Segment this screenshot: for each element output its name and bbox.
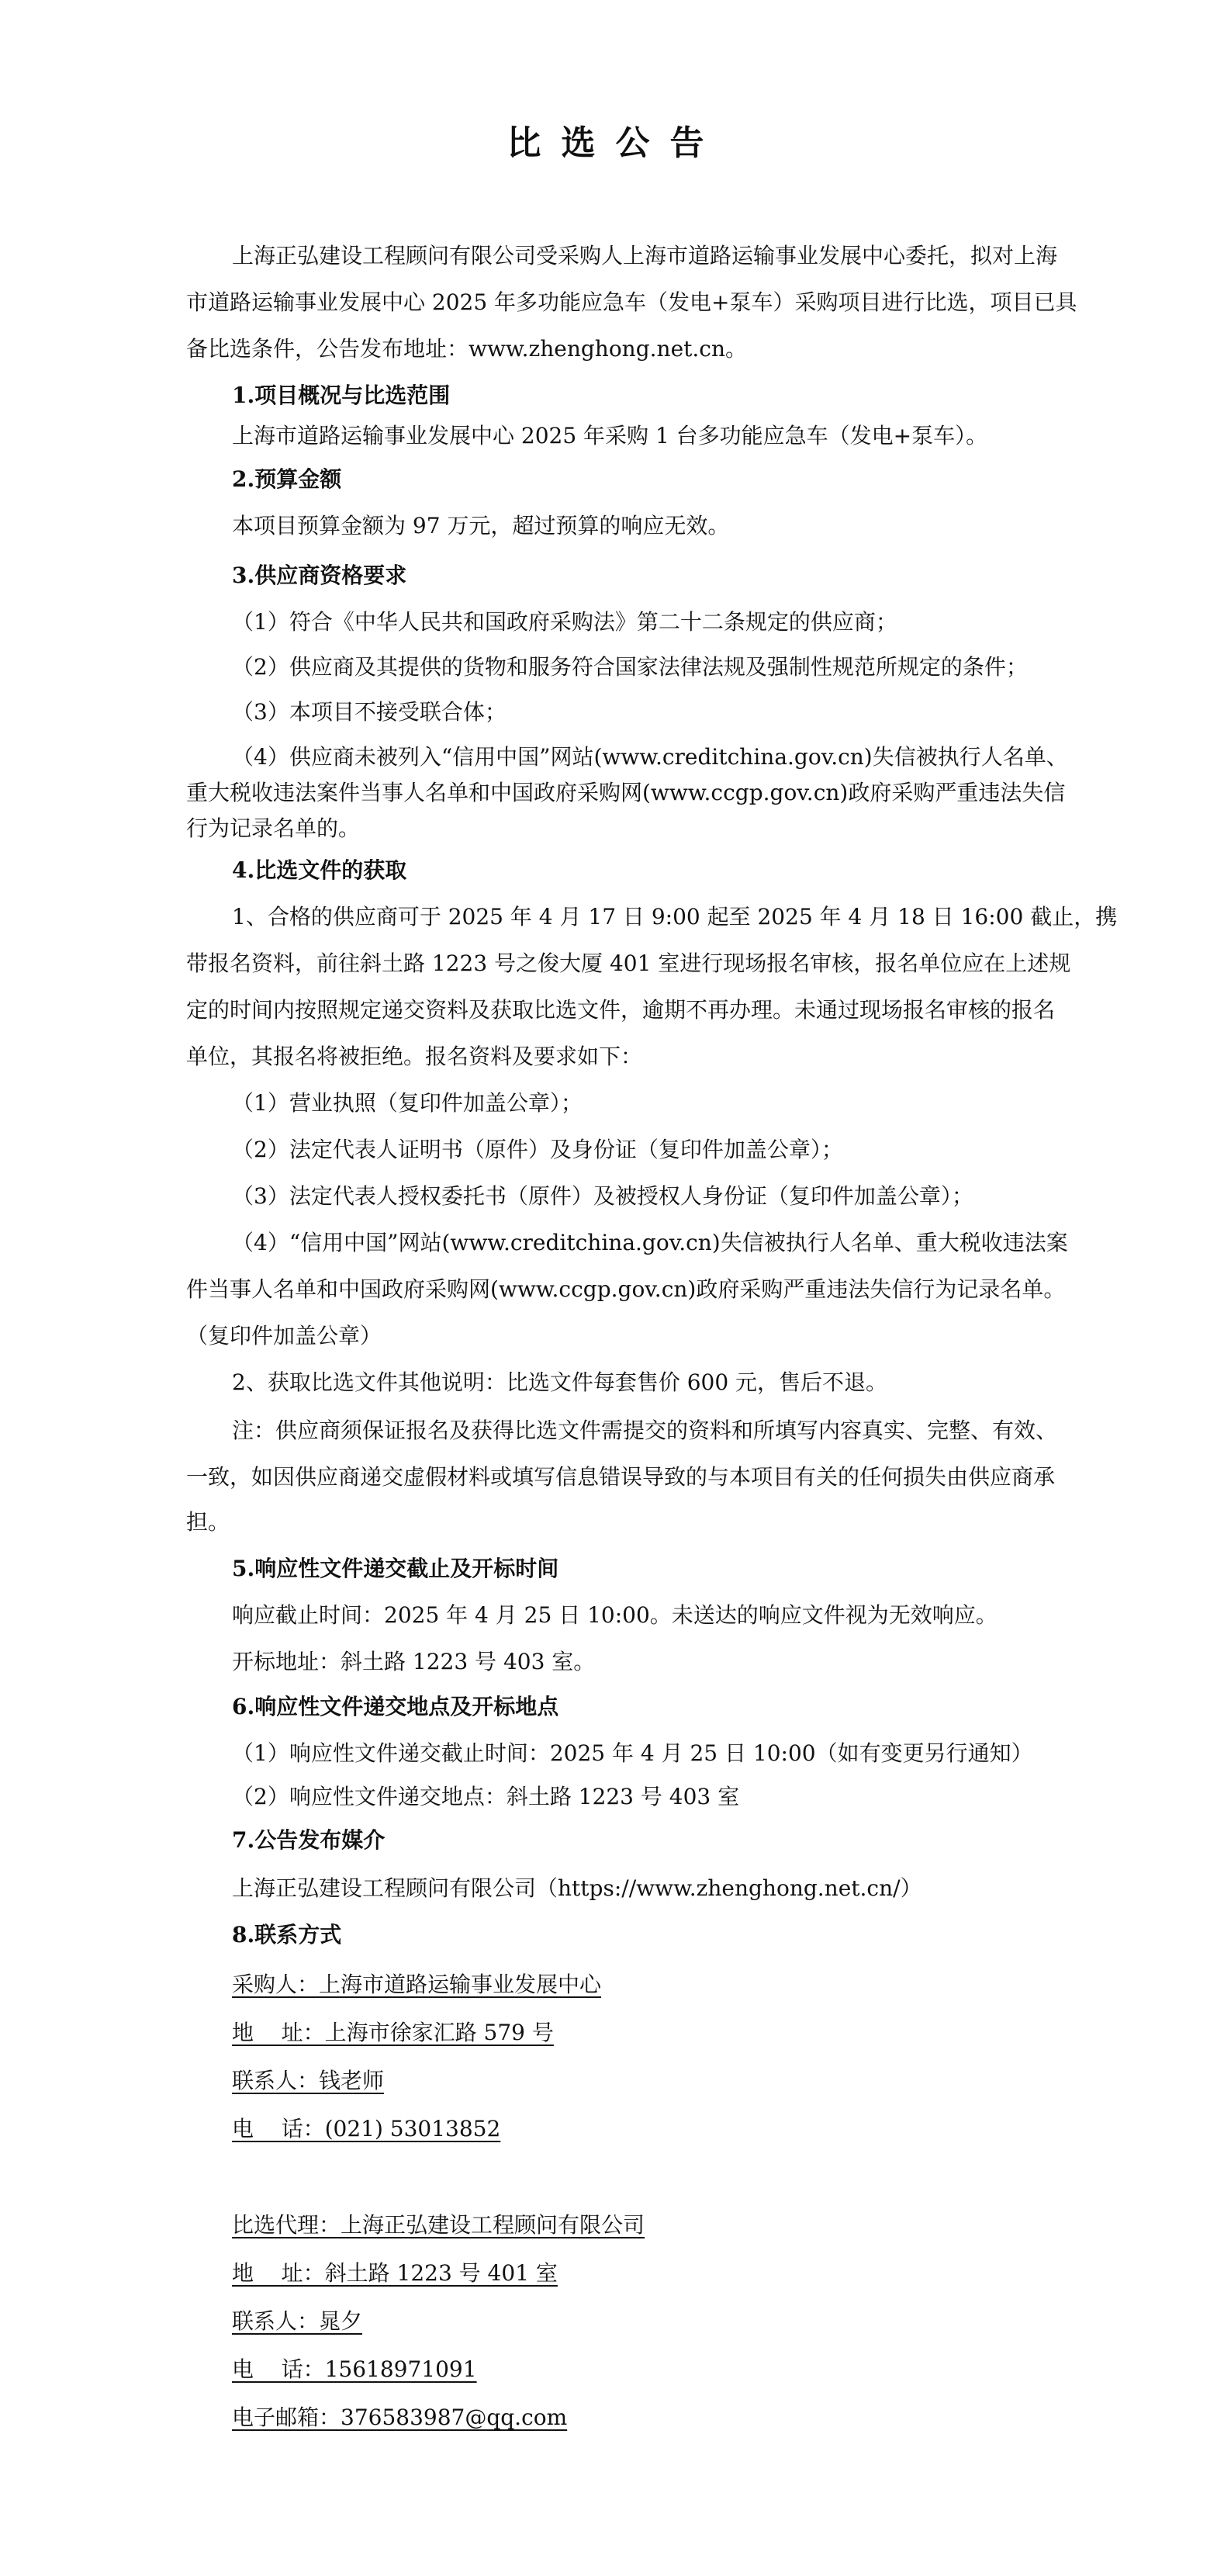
section-5-line: 开标地址：斜土路 1223 号 403 室。 xyxy=(232,1649,596,1674)
section-4-note-line: 一致，如因供应商递交虚假材料或填写信息错误导致的与本项目有关的任何损失由供应商承 xyxy=(186,1464,1056,1490)
section-6-line: （1）响应性文件递交截止时间：2025 年 4 月 25 日 10:00（如有变更另行通知） xyxy=(232,1740,1033,1766)
buyer-address: 地 址：上海市徐家汇路 579 号 xyxy=(232,2020,554,2045)
section-7-title: 7.公告发布媒介 xyxy=(232,1827,386,1853)
section-3-item: （3）本项目不接受联合体； xyxy=(232,699,507,725)
section-4-para-line: 单位，其报名将被拒绝。报名资料及要求如下： xyxy=(186,1044,643,1069)
section-3-item-4-line: （4）供应商未被列入“信用中国”网站(www.creditchina.gov.cn)失信被执行人名单、 xyxy=(232,744,1068,770)
intro-line-1: 上海正弘建设工程顾问有限公司受采购人上海市道路运输事业发展中心委托，拟对上海 xyxy=(232,243,1058,268)
section-1-title: 1.项目概况与比选范围 xyxy=(232,383,451,408)
agent-address: 地 址：斜土路 1223 号 401 室 xyxy=(232,2260,558,2286)
buyer-contact: 联系人：钱老师 xyxy=(232,2068,385,2093)
section-6-title: 6.响应性文件递交地点及开标地点 xyxy=(232,1694,559,1719)
section-4-para-line: 定的时间内按照规定递交资料及获取比选文件，逾期不再办理。未通过现场报名审核的报名 xyxy=(186,997,1056,1023)
section-3-title: 3.供应商资格要求 xyxy=(232,563,407,588)
section-8-title: 8.联系方式 xyxy=(232,1922,342,1948)
section-5-line: 响应截止时间：2025 年 4 月 25 日 10:00。未送达的响应文件视为无效响应。 xyxy=(232,1602,998,1628)
section-4-item: （1）营业执照（复印件加盖公章）； xyxy=(232,1090,583,1116)
section-2-title: 2.预算金额 xyxy=(232,466,342,492)
section-4-para-line: 1、合格的供应商可于 2025 年 4 月 17 日 9:00 起至 2025 年 4 月 18 日 16:00 截止，携 xyxy=(232,904,1118,930)
section-4-item-4-line: （4）“信用中国”网站(www.creditchina.gov.cn)失信被执行人名单、重大税收违法案 xyxy=(232,1230,1068,1255)
section-4-item: （3）法定代表人授权委托书（原件）及被授权人身份证（复印件加盖公章）； xyxy=(232,1183,973,1209)
section-2-text: 本项目预算金额为 97 万元，超过预算的响应无效。 xyxy=(232,513,730,538)
intro-line-2: 市道路运输事业发展中心 2025 年多功能应急车（发电+泵车）采购项目进行比选，项目已具 xyxy=(186,289,1077,315)
section-3-item: （1）符合《中华人民共和国政府采购法》第二十二条规定的供应商； xyxy=(232,609,897,635)
section-4-item-4-line: 件当事人名单和中国政府采购网(www.ccgp.gov.cn)政府采购严重违法失信行为记录名单。 xyxy=(186,1276,1066,1302)
section-4-note-line: 注：供应商须保证报名及获得比选文件需提交的资料和所填写内容真实、完整、有效、 xyxy=(232,1418,1058,1443)
agent-email: 电子邮箱：376583987@qq.com xyxy=(232,2405,568,2430)
agent-name: 比选代理：上海正弘建设工程顾问有限公司 xyxy=(232,2212,645,2238)
section-3-item: （2）供应商及其提供的货物和服务符合国家法律法规及强制性规范所规定的条件； xyxy=(232,654,1028,680)
section-3-item-4-line: 重大税收违法案件当事人名单和中国政府采购网(www.ccgp.gov.cn)政府采购严重违法失信 xyxy=(186,780,1066,805)
section-3-item-4-line: 行为记录名单的。 xyxy=(186,815,361,841)
section-4-para-line: 带报名资料，前往斜土路 1223 号之俊大厦 401 室进行现场报名审核，报名单位应在上述规 xyxy=(186,950,1071,976)
agent-phone: 电 话：15618971091 xyxy=(232,2356,477,2382)
section-5-title: 5.响应性文件递交截止及开标时间 xyxy=(232,1556,559,1581)
section-4-item-4-line: （复印件加盖公章） xyxy=(186,1323,382,1349)
intro-line-3: 备比选条件，公告发布地址：www.zhenghong.net.cn。 xyxy=(186,336,748,362)
section-4-para-2: 2、获取比选文件其他说明：比选文件每套售价 600 元，售后不退。 xyxy=(232,1369,888,1395)
section-4-title: 4.比选文件的获取 xyxy=(232,857,407,883)
agent-contact: 联系人：晁夕 xyxy=(232,2308,363,2334)
document-title: 比选公告 xyxy=(507,123,724,163)
section-4-note-line: 担。 xyxy=(186,1509,230,1535)
section-1-text: 上海市道路运输事业发展中心 2025 年采购 1 台多功能应急车（发电+泵车）。 xyxy=(232,423,988,448)
buyer-name: 采购人：上海市道路运输事业发展中心 xyxy=(232,1972,602,1997)
section-6-line: （2）响应性文件递交地点：斜土路 1223 号 403 室 xyxy=(232,1784,740,1809)
section-4-item: （2）法定代表人证明书（原件）及身份证（复印件加盖公章）； xyxy=(232,1137,843,1162)
section-7-text: 上海正弘建设工程顾问有限公司（https://www.zhenghong.net.cn/） xyxy=(232,1875,922,1901)
buyer-phone: 电 话：(021) 53013852 xyxy=(232,2116,501,2141)
